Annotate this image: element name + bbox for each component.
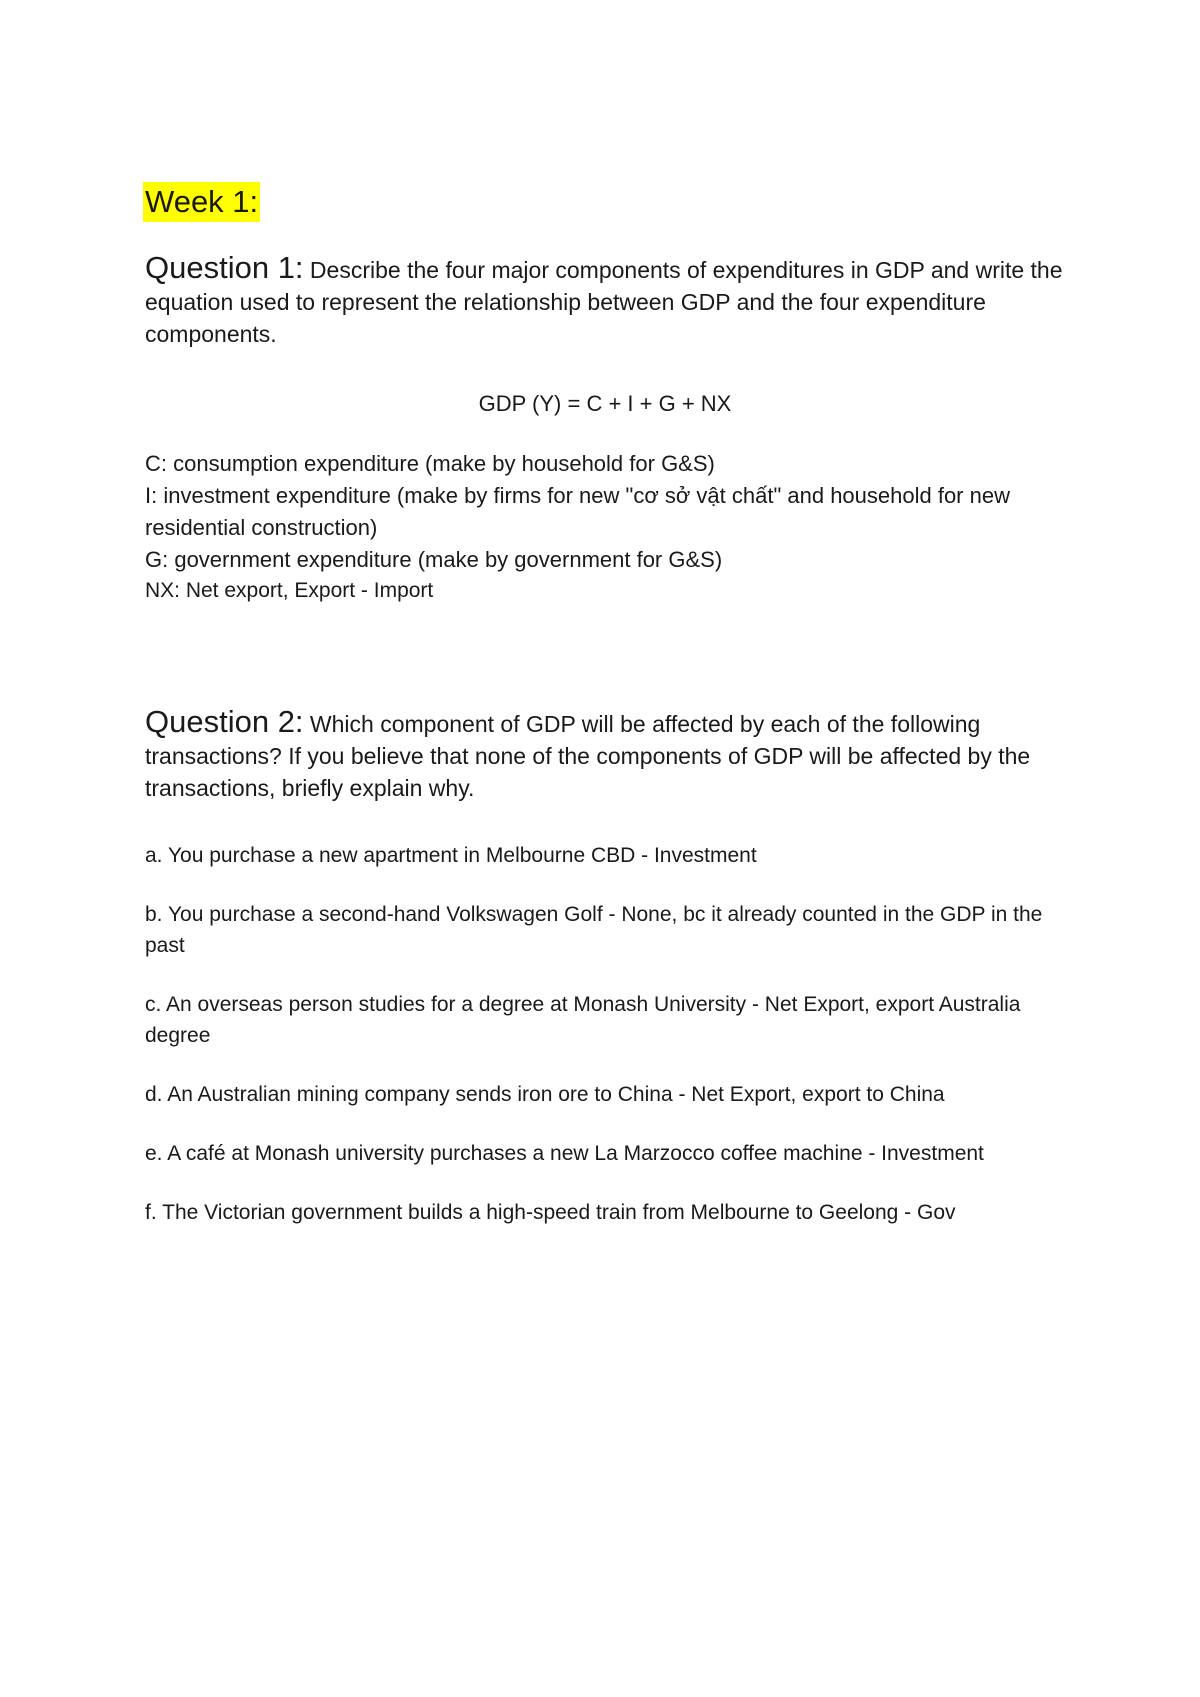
answer-item: b. You purchase a second-hand Volkswagen Golf - None, bc it already counted in the GDP in the past	[145, 903, 1043, 957]
definition-item: G: government expenditure (make by government for G&S)	[145, 547, 723, 572]
answer-item: d. An Australian mining company sends iron ore to China - Net Export, export to China	[145, 1083, 945, 1106]
question-1-text: Describe the four major components of expenditures in GDP and write the equation used to represent the relationship between GDP and the four expenditure components.	[145, 257, 1063, 347]
question-1-label: Question 1:	[145, 250, 304, 285]
gdp-equation: GDP (Y) = C + I + G + NX	[478, 391, 732, 416]
answer-item: e. A café at Monash university purchases a new La Marzocco coffee machine - Investment	[145, 1142, 984, 1165]
week-heading: Week 1:	[143, 182, 260, 222]
question-1	[145, 252, 1065, 350]
answers-list	[145, 840, 1065, 1228]
definitions-list	[145, 448, 1065, 606]
answer-item: f. The Victorian government builds a high-speed train from Melbourne to Geelong - Gov	[145, 1201, 956, 1224]
definition-item: NX: Net export, Export - Import	[145, 579, 434, 602]
question-2-label: Question 2:	[145, 704, 304, 739]
answer-item: c. An overseas person studies for a degree at Monash University - Net Export, export Australia degree	[145, 993, 1021, 1047]
question-2-text: Which component of GDP will be affected by each of the following transactions? If you believe that none of the components of GDP will be affected by the transactions, briefly explain why.	[145, 711, 1031, 801]
question-2	[145, 706, 1065, 804]
definition-item: I: investment expenditure (make by firms for new "cơ sở vật chất" and household for new residential construction)	[145, 483, 1010, 540]
document-page	[145, 182, 1065, 1256]
definition-item: C: consumption expenditure (make by household for G&S)	[145, 451, 715, 476]
answer-item: a. You purchase a new apartment in Melbourne CBD - Investment	[145, 844, 757, 867]
